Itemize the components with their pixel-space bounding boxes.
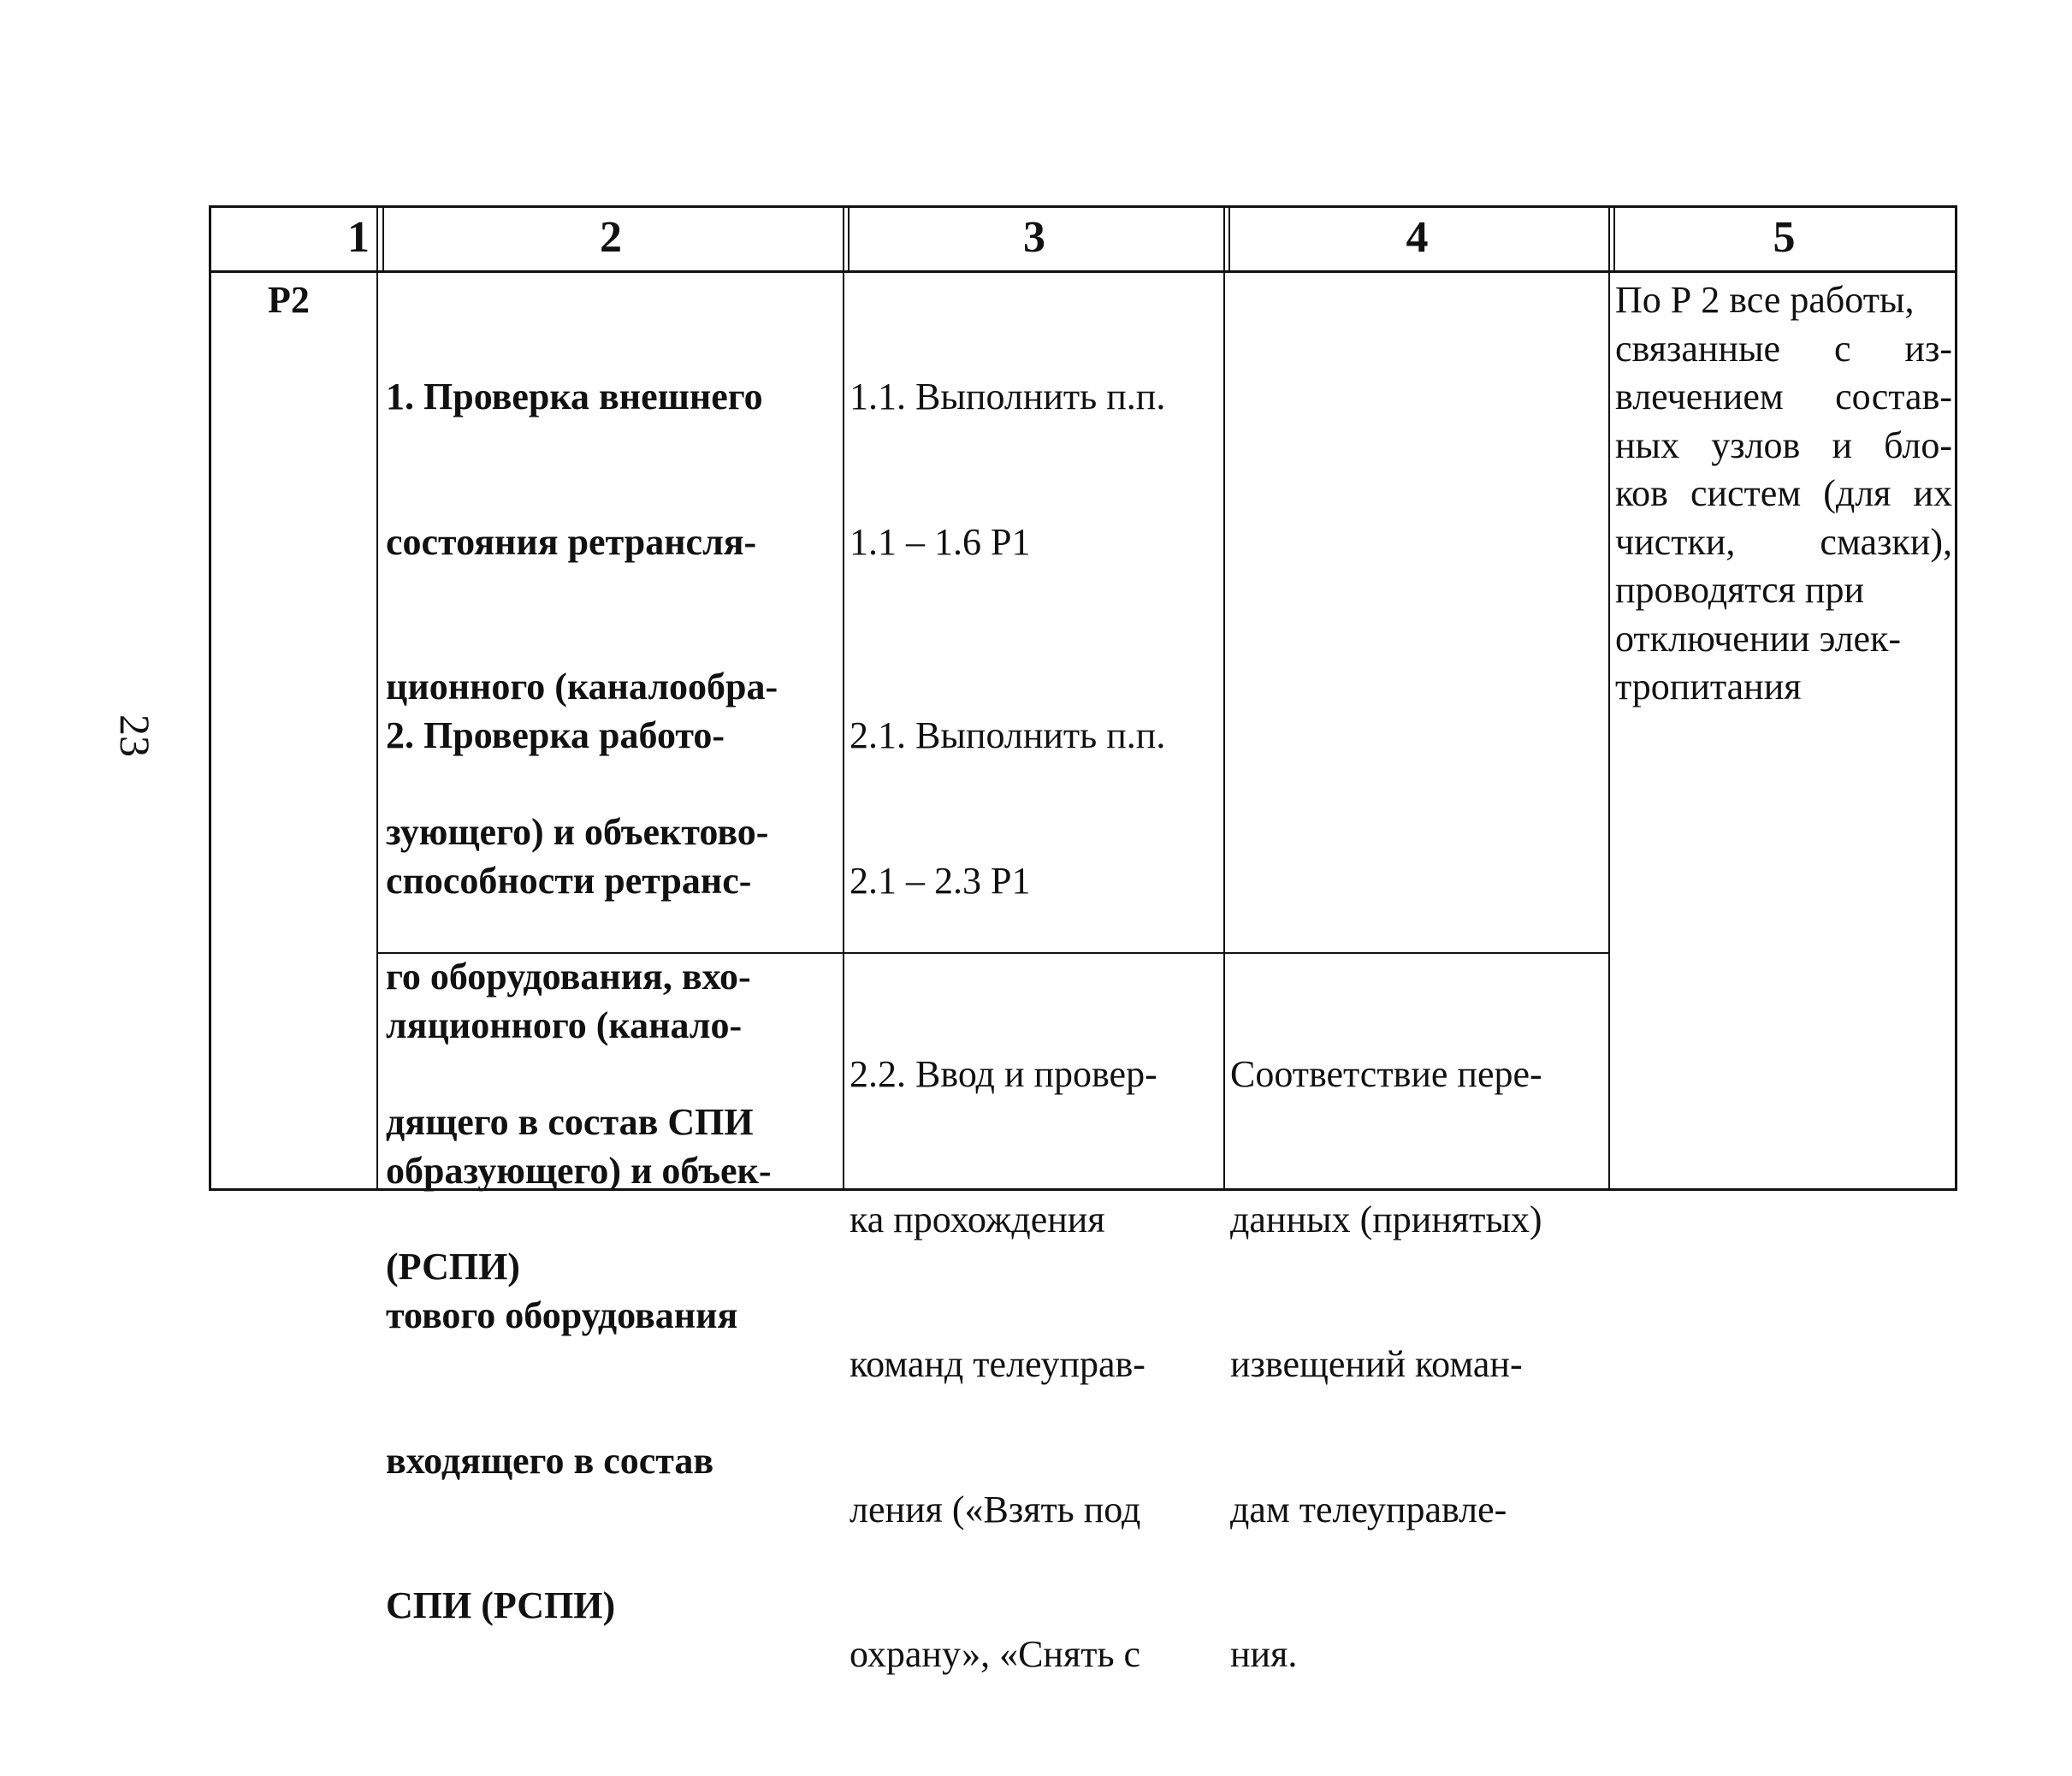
- col2-item-2-line: СПИ (РСПИ): [386, 1584, 616, 1626]
- col5-note-line: тропитания: [1615, 666, 1802, 707]
- col5-note-line: ных узлов и бло-: [1615, 423, 1952, 466]
- col2-item-2-line: образующего) и объек-: [386, 1149, 772, 1192]
- col5-note-line: По Р 2 все работы,: [1615, 279, 1915, 321]
- col2-item-1-line: го оборудования, вхо-: [386, 956, 751, 998]
- col2-item-2-line: тового оборудования: [386, 1294, 738, 1336]
- column-divider-2: [843, 208, 844, 1188]
- col4-item-2-2-line: данных (принятых): [1230, 1198, 1542, 1240]
- maintenance-table: [209, 205, 1957, 1675]
- col3-item-2-2-line: охрану», «Снять с: [850, 1633, 1141, 1675]
- col3-item-1-1-line: 1.1 – 1.6 Р1: [850, 520, 1031, 563]
- col2-item-1-line: ционного (каналообра-: [386, 666, 778, 707]
- col5-note-line: связанные с из-: [1615, 327, 1952, 370]
- col2-item-2-line: 2. Проверка работо-: [386, 714, 725, 756]
- col5-note: [1615, 276, 1952, 712]
- col5-note-line: ков систем (для их: [1615, 472, 1952, 514]
- table-header-row: [211, 208, 1955, 273]
- column-divider-3-inner: [1228, 208, 1230, 270]
- header-col-3: 3: [1023, 213, 1045, 262]
- col3-item-2-1-line: 2.1 – 2.3 Р1: [850, 859, 1031, 902]
- header-col-1: 1: [347, 213, 370, 262]
- col3-item-2-2-line: ления («Взять под: [850, 1488, 1141, 1530]
- col3-item-1-1: [850, 276, 1165, 663]
- page-number: 23: [111, 714, 159, 757]
- col4-item-2-2-line: извещений коман-: [1230, 1343, 1523, 1385]
- column-divider-2-inner: [848, 208, 850, 270]
- col2-item-2-line: ляционного (канало-: [386, 1004, 743, 1046]
- col3-item-1-1-line: 1.1. Выполнить п.п.: [850, 376, 1166, 417]
- col2-item-1-line: состояния ретрансля-: [386, 520, 757, 563]
- col4-item-2-2-line: ния.: [1230, 1633, 1298, 1675]
- col4-item-2-2-line: Соответствие пере-: [1230, 1053, 1542, 1095]
- column-divider-3: [1223, 208, 1225, 1188]
- col2-item-1-line: дящего в состав СПИ: [386, 1100, 754, 1143]
- col2-item-2-line: способности ретранс-: [386, 859, 752, 902]
- col3-item-2-1-line: 2.1. Выполнить п.п.: [850, 714, 1166, 756]
- col3-item-2-2-line: ка прохождения: [850, 1198, 1105, 1240]
- col3-item-2-2: [850, 954, 1157, 1776]
- col5-note-line: влечением состав-: [1615, 376, 1952, 417]
- col5-note-line: отключении элек-: [1615, 617, 1902, 660]
- column-divider-1: [376, 208, 378, 1188]
- col2-item-2: [386, 615, 772, 1727]
- row-code: Р2: [268, 279, 310, 321]
- col5-note-line: чистки, смазки),: [1615, 520, 1952, 563]
- col3-item-2-2-line: 2.2. Ввод и провер-: [850, 1053, 1157, 1095]
- header-col-5: 5: [1773, 213, 1796, 262]
- col4-item-2-2-line: дам телеуправле-: [1230, 1488, 1507, 1530]
- col2-item-1-line: зующего) и объектово-: [386, 810, 769, 853]
- column-divider-4-inner: [1613, 208, 1615, 270]
- col2-item-1-line: (РСПИ): [386, 1246, 520, 1288]
- col2-item-2-line: входящего в состав: [386, 1439, 714, 1482]
- col5-note-line: проводятся при: [1615, 569, 1865, 611]
- col3-item-2-1: [850, 615, 1165, 1002]
- column-divider-4: [1608, 208, 1610, 1188]
- header-col-4: 4: [1406, 213, 1429, 262]
- col2-item-1-line: 1. Проверка внешнего: [386, 376, 763, 417]
- col3-item-2-2-line: команд телеуправ-: [850, 1343, 1146, 1385]
- col4-item-2-2: [1230, 954, 1542, 1776]
- column-divider-1-inner: [382, 208, 384, 270]
- header-col-2: 2: [600, 213, 622, 262]
